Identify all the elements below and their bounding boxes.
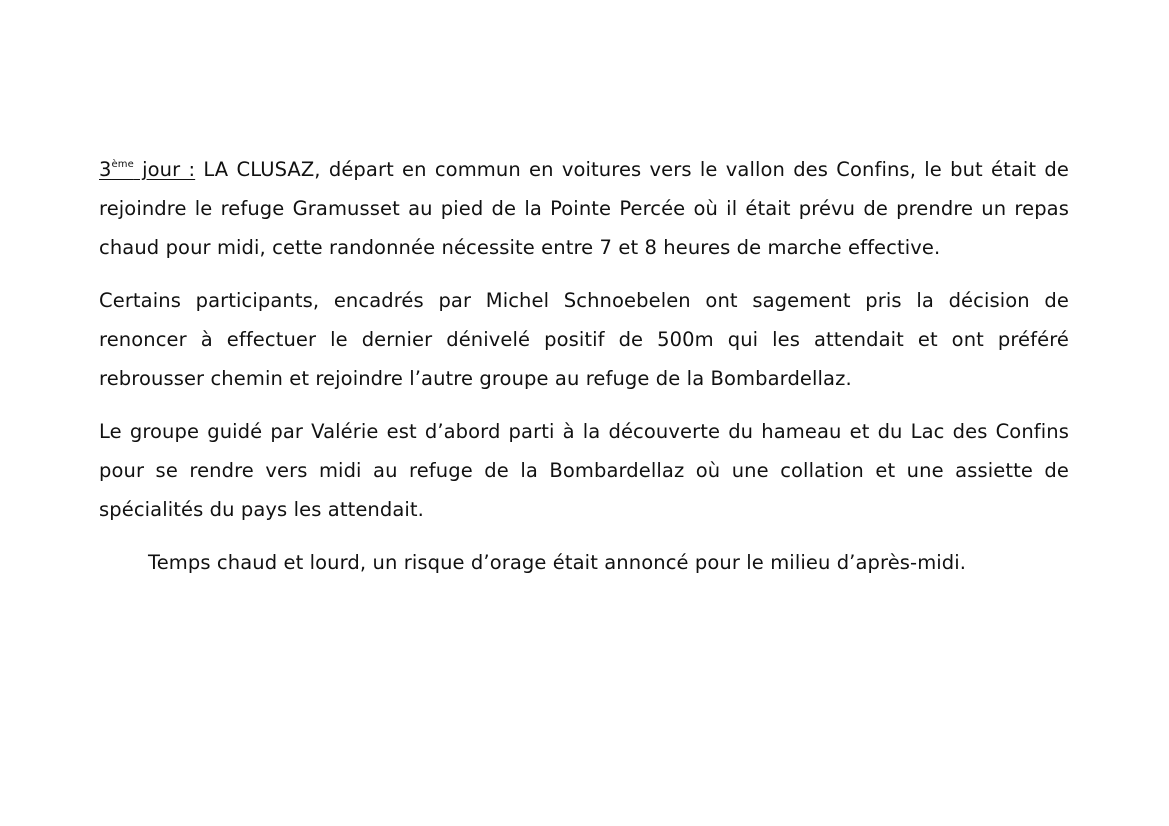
day-number-suffix: ème — [111, 159, 134, 170]
day-label: jour : — [133, 158, 196, 181]
day-number: 3 — [99, 158, 112, 181]
paragraph-participants: Certains participants, encadrés par Michel Schnoebelen ont sagement pris la décision de renoncer à effectuer le dernier dénivelé positif de 500m qui les attendait et ont préféré rebrousser chemin et rejoindre l’autre groupe au refuge de la Bombardellaz. — [99, 289, 1069, 390]
day-heading — [99, 158, 195, 181]
paragraph-weather: Temps chaud et lourd, un risque d’orage était annoncé pour le milieu d’après-midi. — [148, 551, 967, 574]
paragraph-group-guided: Le groupe guidé par Valérie est d’abord parti à la découverte du hameau et du Lac des Confins pour se rendre vers midi au refuge de la Bombardellaz où une collation et une assiette de spécialités du pays les attendait. — [99, 420, 1069, 521]
paragraph-text: LA CLUSAZ, départ en commun en voitures vers le vallon des Confins, le but était de rejoindre le refuge Gramusset au pied de la Pointe Percée où il était prévu de prendre un repas chaud pour midi, cette randonnée nécessite entre 7 et 8 heures de marche effective. — [99, 158, 1069, 259]
paragraph-day-intro — [99, 150, 1069, 267]
document-body — [99, 150, 1069, 596]
